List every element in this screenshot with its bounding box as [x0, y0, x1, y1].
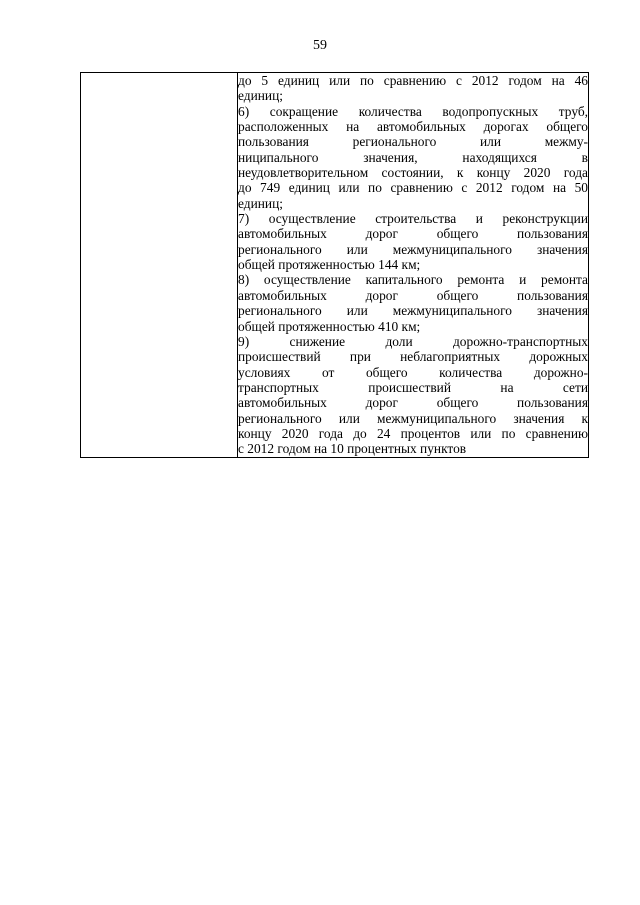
cell-text-line: неудовлетворительном состоянии, к концу 2020 года: [238, 165, 588, 181]
cell-text-block: [238, 73, 588, 457]
cell-text-line: расположенных на автомобильных дорогах общего: [238, 119, 588, 135]
cell-text-line: регионального или межмуниципального значения: [238, 303, 588, 319]
cell-text-line: происшествий при неблагоприятных дорожных: [238, 349, 588, 365]
table-cell-left: [81, 73, 238, 458]
cell-text-line: пользования регионального или межму-: [238, 134, 588, 150]
cell-text-line: общей протяженностью 410 км;: [238, 318, 421, 334]
cell-text-line: транспортных происшествий на сети: [238, 379, 588, 395]
cell-text-line: регионального или межмуниципального значения: [238, 241, 588, 257]
cell-text-line: единиц;: [238, 195, 283, 211]
cell-text-line: автомобильных дорог общего пользования: [238, 226, 588, 242]
cell-text-line: 9) снижение доли дорожно-транспортных: [238, 333, 588, 349]
cell-text-line: единиц;: [238, 88, 283, 104]
cell-text-line: общей протяженностью 144 км;: [238, 257, 421, 273]
cell-text-line: ниципального значения, находящихся в: [238, 149, 588, 165]
table-row: [81, 73, 589, 458]
cell-text-line: до 749 единиц или по сравнению с 2012 годом на 50: [238, 180, 588, 196]
cell-text-line: регионального или межмуниципального значения к: [238, 410, 588, 426]
page-number: 59: [313, 38, 327, 53]
cell-text-line: условиях от общего количества дорожно-: [238, 364, 588, 380]
cell-text-line: автомобильных дорог общего пользования: [238, 287, 588, 303]
document-table: [80, 72, 589, 458]
cell-text-line: концу 2020 года до 24 процентов или по сравнению: [238, 425, 588, 441]
cell-text-line: с 2012 годом на 10 процентных пунктов: [238, 441, 467, 457]
cell-text-line: до 5 единиц или по сравнению с 2012 годом на 46: [238, 73, 588, 88]
cell-text-line: автомобильных дорог общего пользования: [238, 395, 588, 411]
table-cell-right: [238, 73, 589, 458]
cell-text-line: 8) осуществление капитального ремонта и ремонта: [238, 272, 588, 288]
cell-text-line: 6) сокращение количества водопропускных труб,: [238, 103, 588, 119]
cell-text-line: 7) осуществление строительства и реконструкции: [238, 211, 588, 227]
